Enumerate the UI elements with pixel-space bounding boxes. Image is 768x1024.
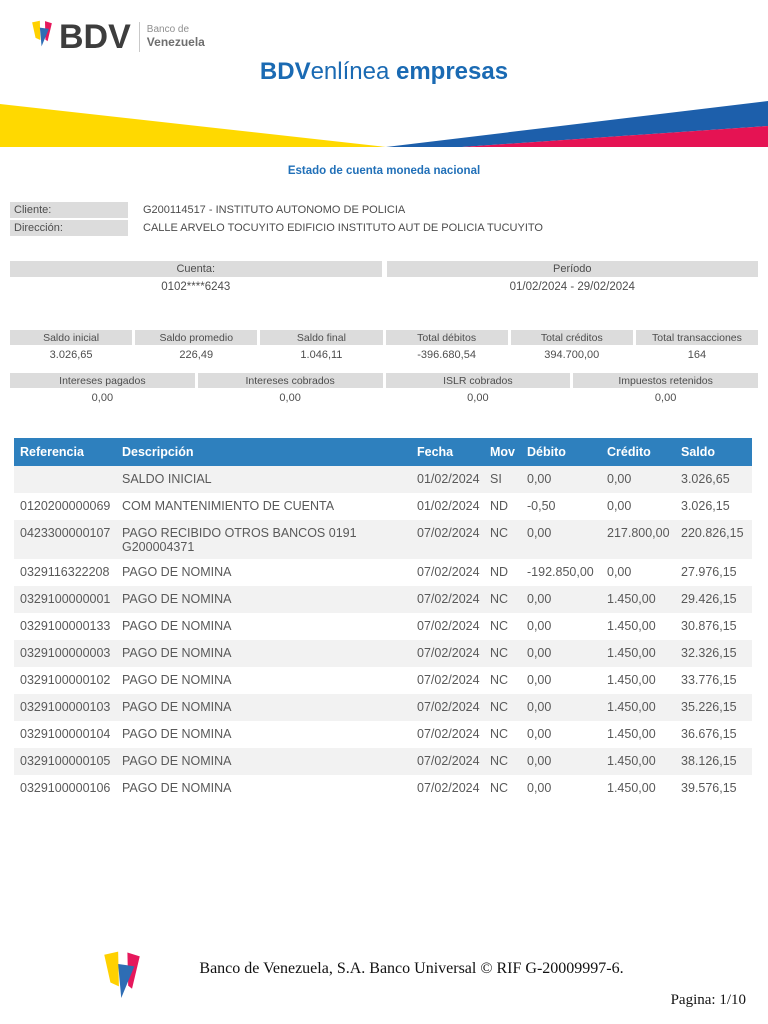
cell-credito: 1.450,00 [607,754,656,768]
cell-debito: 0,00 [527,754,552,768]
interest-value-pagados: 0,00 [91,392,114,404]
header-saldo: Saldo [681,445,716,459]
cell-fecha: 07/02/2024 [417,526,480,540]
cell-fecha: 01/02/2024 [417,472,480,486]
cell-referencia: 0329100000103 [20,700,111,714]
cell-saldo: 27.976,15 [681,565,737,579]
header-debito: Débito [527,445,566,459]
cell-debito: 0,00 [527,673,552,687]
header-referencia: Referencia [20,445,84,459]
cell-debito: 0,00 [527,727,552,741]
summary-value-total-transacciones: 164 [687,349,707,361]
cell-mov: SI [490,472,502,486]
client-row [10,202,758,218]
brand-bdv-text: BDV [59,18,131,56]
cell-credito: 1.450,00 [607,619,656,633]
header-descripcion: Descripción [122,445,194,459]
header-fecha: Fecha [417,445,454,459]
cell-credito: 1.450,00 [607,727,656,741]
cell-descripcion: PAGO DE NOMINA [122,700,232,714]
cell-fecha: 07/02/2024 [417,754,480,768]
interest-header-islr: ISLR cobrados [386,373,571,388]
client-block [10,202,758,238]
cell-descripcion: PAGO RECIBIDO OTROS BANCOS 0191 G200004371 [122,526,357,554]
cliente-label: Cliente: [10,202,128,218]
cell-credito: 1.450,00 [607,592,656,606]
cell-descripcion: PAGO DE NOMINA [122,754,232,768]
table-row [14,493,752,520]
summary-value-saldo-inicial: 3.026,65 [49,349,93,361]
table-row [14,721,752,748]
cell-mov: NC [490,526,509,540]
cell-fecha: 07/02/2024 [417,727,480,741]
table-row [14,613,752,640]
cell-debito: 0,00 [527,472,552,486]
portal-title-enlinea: enlínea [310,58,390,85]
cell-descripcion: PAGO DE NOMINA [122,646,232,660]
cell-descripcion: PAGO DE NOMINA [122,727,232,741]
transactions-header-row [14,438,752,466]
summary-header-saldo-final: Saldo final [260,330,382,345]
cell-saldo: 38.126,15 [681,754,737,768]
cell-mov: NC [490,700,509,714]
table-row [14,520,752,559]
table-row [14,640,752,667]
cell-mov: NC [490,646,509,660]
periodo-header: Período [387,261,759,277]
summary-value-saldo-final: 1.046,11 [300,349,343,361]
brand-divider [139,22,140,52]
table-row [14,466,752,493]
cell-mov: ND [490,499,509,513]
interest-block [10,373,758,404]
cell-credito: 0,00 [607,565,632,579]
cell-fecha: 07/02/2024 [417,592,480,606]
portal-title [0,58,768,86]
cell-fecha: 07/02/2024 [417,700,480,714]
cell-saldo: 30.876,15 [681,619,737,633]
cell-referencia: 0329100000133 [20,619,111,633]
cell-descripcion: PAGO DE NOMINA [122,565,232,579]
table-row [14,748,752,775]
cell-saldo: 29.426,15 [681,592,737,606]
cell-debito: 0,00 [527,592,552,606]
brand-tagline-line1: Banco de [146,24,190,36]
interest-value-cobrados: 0,00 [279,392,301,404]
cuenta-header: Cuenta: [10,261,382,277]
summary-value-total-debitos: -396.680,54 [417,349,476,361]
cell-debito: 0,00 [527,700,552,714]
periodo-value: 01/02/2024 - 29/02/2024 [509,281,635,293]
cell-fecha: 07/02/2024 [417,781,480,795]
cell-descripcion: PAGO DE NOMINA [122,592,232,606]
cell-mov: ND [490,565,509,579]
cell-mov: NC [490,727,509,741]
cell-referencia: 0329100000105 [20,754,111,768]
cell-credito: 217.800,00 [607,526,670,540]
cell-debito: 0,00 [527,619,552,633]
cell-mov: NC [490,619,509,633]
interest-value-impuestos: 0,00 [654,392,677,404]
cell-mov: NC [490,673,509,687]
cell-credito: 0,00 [607,472,632,486]
cell-fecha: 07/02/2024 [417,619,480,633]
table-row [14,559,752,586]
cell-referencia: 0329100000104 [20,727,111,741]
cell-referencia: 0120200000069 [20,499,111,513]
cell-saldo: 39.576,15 [681,781,737,795]
summary-header-total-creditos: Total créditos [511,330,633,345]
cuenta-value: 0102****6243 [161,281,231,293]
bdv-logo-icon [27,19,57,55]
table-row [14,775,752,802]
account-period-block [10,261,758,293]
tricolor-band [0,100,768,148]
cell-fecha: 07/02/2024 [417,646,480,660]
cell-mov: NC [490,592,509,606]
header-credito: Crédito [607,445,651,459]
interest-value-islr: 0,00 [467,392,489,404]
cell-mov: NC [490,781,509,795]
table-row [14,694,752,721]
cell-credito: 1.450,00 [607,646,656,660]
cell-fecha: 07/02/2024 [417,565,480,579]
cell-saldo: 3.026,65 [681,472,730,486]
interest-header-impuestos: Impuestos retenidos [573,373,758,388]
cell-saldo: 32.326,15 [681,646,737,660]
cell-credito: 0,00 [607,499,632,513]
summary-header-total-debitos: Total débitos [386,330,508,345]
footer-page-number: Pagina: 1/10 [670,992,746,1008]
table-row [14,667,752,694]
brand-tagline-line2: Venezuela [146,34,205,49]
interest-header-pagados: Intereses pagados [10,373,195,388]
page-title: Estado de cuenta moneda nacional [287,165,481,177]
cell-referencia: 0329100000003 [20,646,111,660]
cell-saldo: 33.776,15 [681,673,737,687]
cell-fecha: 07/02/2024 [417,673,480,687]
cell-credito: 1.450,00 [607,673,656,687]
cell-referencia: 0329100000001 [20,592,111,606]
table-row [14,586,752,613]
summary-value-saldo-promedio: 226,49 [179,349,214,361]
brand-lockup [27,18,205,56]
summary-block [10,330,758,361]
summary-header-saldo-inicial: Saldo inicial [10,330,132,345]
summary-header-total-transacciones: Total transacciones [636,330,758,345]
cell-descripcion: PAGO DE NOMINA [122,781,232,795]
cell-saldo: 35.226,15 [681,700,737,714]
cell-debito: 0,00 [527,781,552,795]
portal-title-empresas: empresas [389,58,509,85]
cell-descripcion: COM MANTENIMIENTO DE CUENTA [122,499,335,513]
transactions-table [14,438,752,802]
interest-header-cobrados: Intereses cobrados [198,373,383,388]
cell-debito: -0,50 [527,499,556,513]
cliente-value: G200114517 - INSTITUTO AUTONOMO DE POLICIA [143,204,406,216]
direccion-row [10,220,758,236]
cell-debito: 0,00 [527,646,552,660]
cell-descripcion: PAGO DE NOMINA [122,673,232,687]
cell-descripcion: PAGO DE NOMINA [122,619,232,633]
cell-credito: 1.450,00 [607,700,656,714]
cell-referencia: 0329116322208 [20,565,110,579]
summary-value-total-creditos: 394.700,00 [544,349,600,361]
cell-referencia: 0329100000106 [20,781,111,795]
cell-saldo: 36.676,15 [681,727,737,741]
cell-debito: 0,00 [527,526,552,540]
portal-title-bdv: BDV [259,58,311,85]
direccion-value: CALLE ARVELO TOCUYITO EDIFICIO INSTITUTO AUT DE POLICIA TUCUYITO [143,222,543,234]
header-mov: Mov [490,445,515,459]
direccion-label: Dirección: [10,220,128,236]
summary-header-saldo-promedio: Saldo promedio [135,330,257,345]
transactions-body [14,466,752,802]
cell-referencia: 0329100000102 [20,673,111,687]
cell-saldo: 220.826,15 [681,526,744,540]
cell-descripcion: SALDO INICIAL [122,472,212,486]
bdv-footer-logo-icon [95,948,149,1014]
cell-fecha: 01/02/2024 [417,499,480,513]
cell-saldo: 3.026,15 [681,499,730,513]
cell-mov: NC [490,754,509,768]
footer-legal-text: Banco de Venezuela, S.A. Banco Universal © RIF G-20009997-6. [199,960,624,977]
cell-credito: 1.450,00 [607,781,656,795]
cell-debito: -192.850,00 [527,565,594,579]
brand-tagline [147,25,205,48]
cell-referencia: 0423300000107 [20,526,111,540]
